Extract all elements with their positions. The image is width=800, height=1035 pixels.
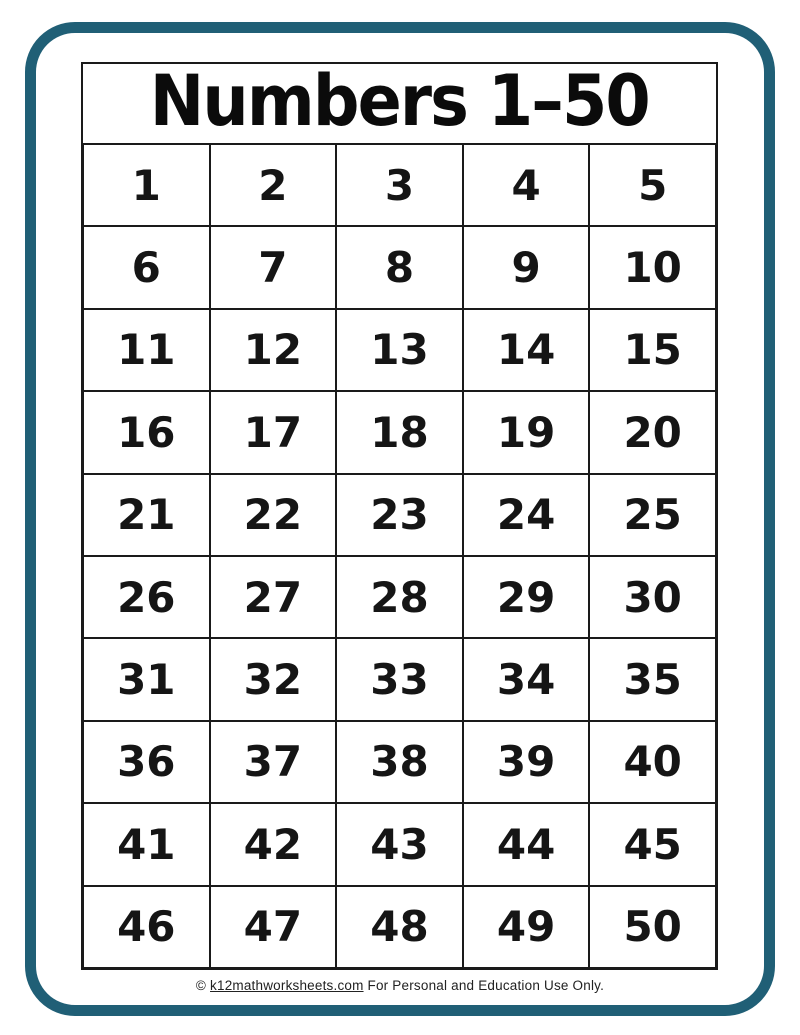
number-table xyxy=(81,62,718,970)
number-cell: 42 xyxy=(210,803,337,885)
number-cell: 17 xyxy=(210,391,337,473)
number-cell: 31 xyxy=(83,638,210,720)
number-cell: 40 xyxy=(589,721,716,803)
footer-credit xyxy=(0,978,800,993)
number-cell: 36 xyxy=(83,721,210,803)
number-grid xyxy=(83,144,716,968)
number-cell: 23 xyxy=(336,474,463,556)
number-cell: 19 xyxy=(463,391,590,473)
number-cell: 1 xyxy=(83,144,210,226)
number-cell: 33 xyxy=(336,638,463,720)
number-cell: 13 xyxy=(336,309,463,391)
number-cell: 48 xyxy=(336,886,463,968)
title-row xyxy=(83,64,716,144)
number-cell: 11 xyxy=(83,309,210,391)
number-cell: 47 xyxy=(210,886,337,968)
number-cell: 20 xyxy=(589,391,716,473)
number-cell: 24 xyxy=(463,474,590,556)
number-cell: 49 xyxy=(463,886,590,968)
number-cell: 12 xyxy=(210,309,337,391)
number-cell: 6 xyxy=(83,226,210,308)
number-cell: 29 xyxy=(463,556,590,638)
number-cell: 26 xyxy=(83,556,210,638)
number-cell: 28 xyxy=(336,556,463,638)
number-cell: 39 xyxy=(463,721,590,803)
number-cell: 4 xyxy=(463,144,590,226)
number-cell: 41 xyxy=(83,803,210,885)
number-cell: 45 xyxy=(589,803,716,885)
number-cell: 5 xyxy=(589,144,716,226)
number-cell: 9 xyxy=(463,226,590,308)
number-cell: 27 xyxy=(210,556,337,638)
number-cell: 3 xyxy=(336,144,463,226)
number-cell: 7 xyxy=(210,226,337,308)
number-cell: 38 xyxy=(336,721,463,803)
number-cell: 8 xyxy=(336,226,463,308)
number-cell: 44 xyxy=(463,803,590,885)
number-cell: 2 xyxy=(210,144,337,226)
number-cell: 30 xyxy=(589,556,716,638)
number-cell: 10 xyxy=(589,226,716,308)
number-cell: 14 xyxy=(463,309,590,391)
number-cell: 34 xyxy=(463,638,590,720)
number-cell: 50 xyxy=(589,886,716,968)
number-cell: 16 xyxy=(83,391,210,473)
number-cell: 37 xyxy=(210,721,337,803)
footer-link[interactable]: k12mathworksheets.com xyxy=(210,978,364,993)
page-title: Numbers 1–50 xyxy=(149,64,650,142)
number-cell: 25 xyxy=(589,474,716,556)
number-cell: 15 xyxy=(589,309,716,391)
footer-suffix: For Personal and Education Use Only. xyxy=(363,978,605,993)
number-cell: 22 xyxy=(210,474,337,556)
number-cell: 18 xyxy=(336,391,463,473)
number-cell: 46 xyxy=(83,886,210,968)
number-cell: 32 xyxy=(210,638,337,720)
number-cell: 43 xyxy=(336,803,463,885)
number-cell: 35 xyxy=(589,638,716,720)
copyright-prefix: © xyxy=(195,978,211,993)
number-cell: 21 xyxy=(83,474,210,556)
